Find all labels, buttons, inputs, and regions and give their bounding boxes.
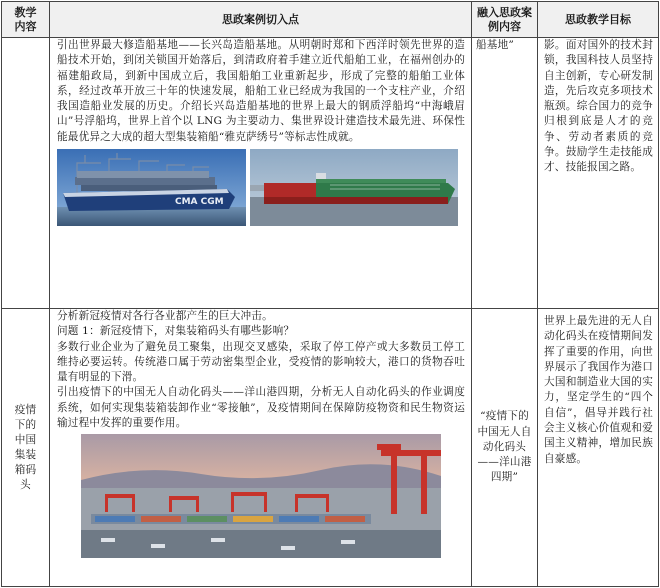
table-row [2, 309, 659, 587]
row2-content-cell [2, 309, 50, 587]
row2-goal-text: 世界上最先进的无人自动化码头在疫情期间发挥了重要的作用，向世界展示了我国作为港口大国和制造业大国的实力，坚定学生的“四个自信”，倡导并践行社会主义核心价值观和爱国主义精神，增加民族自豪感。 [544, 315, 653, 465]
row1-goal-cell [538, 38, 659, 309]
row1-content-cell [2, 38, 50, 309]
row2-entry-cell [50, 309, 472, 587]
table-row [2, 38, 659, 309]
hull-text: CMA CGM [175, 197, 224, 208]
row2-content-text: 疫情下的中国集装箱码头 [14, 403, 37, 491]
row1-goal-text: 影。面对国外的技术封锁，我国科技人员坚持自主创新，专心研发制造，先后攻克多项技术瓶颈。综合国力的竞争归根到底是人才的竞争、劳动者素质的竞争。鼓励学生走技能成才、技能报国之路。 [544, 39, 653, 174]
header-case-content: 融入思政案例内容 [472, 2, 538, 38]
row1-case-text: 船基地” [476, 39, 514, 51]
row2-photos [57, 434, 465, 558]
row2-entry-text: 分析新冠疫情对各行各业都产生的巨大冲击。 问题 1：新冠疫情下，对集装箱码头有哪些影响？ 多数行业企业为了避免员工聚集，出现交叉感染，采取了停工停产或大多数员工停工维持必要运转。传统港口属于劳动密集型企业，受疫情的影响较大，港口的货物吞吐量有明显的下滑。 引出疫情下的中国无人自动化码头——洋山港四期，分析无人自动化码头的作业调度系统，如何实现集装箱装卸作业“零接触”，及疫情期间在保障防疫物资和民生物资运输过程中发挥的重要作用。 [57, 310, 465, 430]
header-teaching-goal: 思政教学目标 [538, 2, 659, 38]
row1-entry-text: 引出世界最大修造船基地——长兴岛造船基地。从明朝时郑和下西洋时领先世界的造船技术开始，到闭关锁国开始落后，到清政府着手建立近代船舶工业，在福州创办的福建船政局，到新中国成立后，我国船舶工业重新起步，形成了完整的船舶工业体系，经过改革开放三十年的快速发展，船舶工业已经成为我国的一个支柱产业，介绍我国造船业发展的历史。介绍长兴岛造船基地的世界上最大的钢质浮船坞“中海峨眉山”号浮船坞，世界上首个以 LNG 为主要动力、集世界设计建造技术最先进、环保性能最优异之大成的超大型集装箱船“雅克萨绣号”等标志性成就。 [57, 39, 465, 143]
table-header-row [2, 2, 659, 38]
container-ship-photo [57, 149, 246, 226]
row1-photos [57, 149, 465, 226]
row1-entry-cell [50, 38, 472, 309]
row1-case-cell [472, 38, 538, 309]
feeder-ship-photo [250, 149, 458, 226]
container-yard [91, 514, 371, 524]
row2-case-text: “疫情下的中国无人自动化码头——洋山港四期” [477, 410, 532, 484]
row2-goal-cell [538, 309, 659, 587]
container-stack [75, 171, 217, 191]
header-teaching-content: 教学内容 [2, 2, 50, 38]
row2-case-cell [472, 309, 538, 587]
header-entry-point: 思政案例切入点 [50, 2, 472, 38]
yangshan-port-photo [81, 434, 441, 558]
ideological-cases-table [1, 1, 659, 587]
